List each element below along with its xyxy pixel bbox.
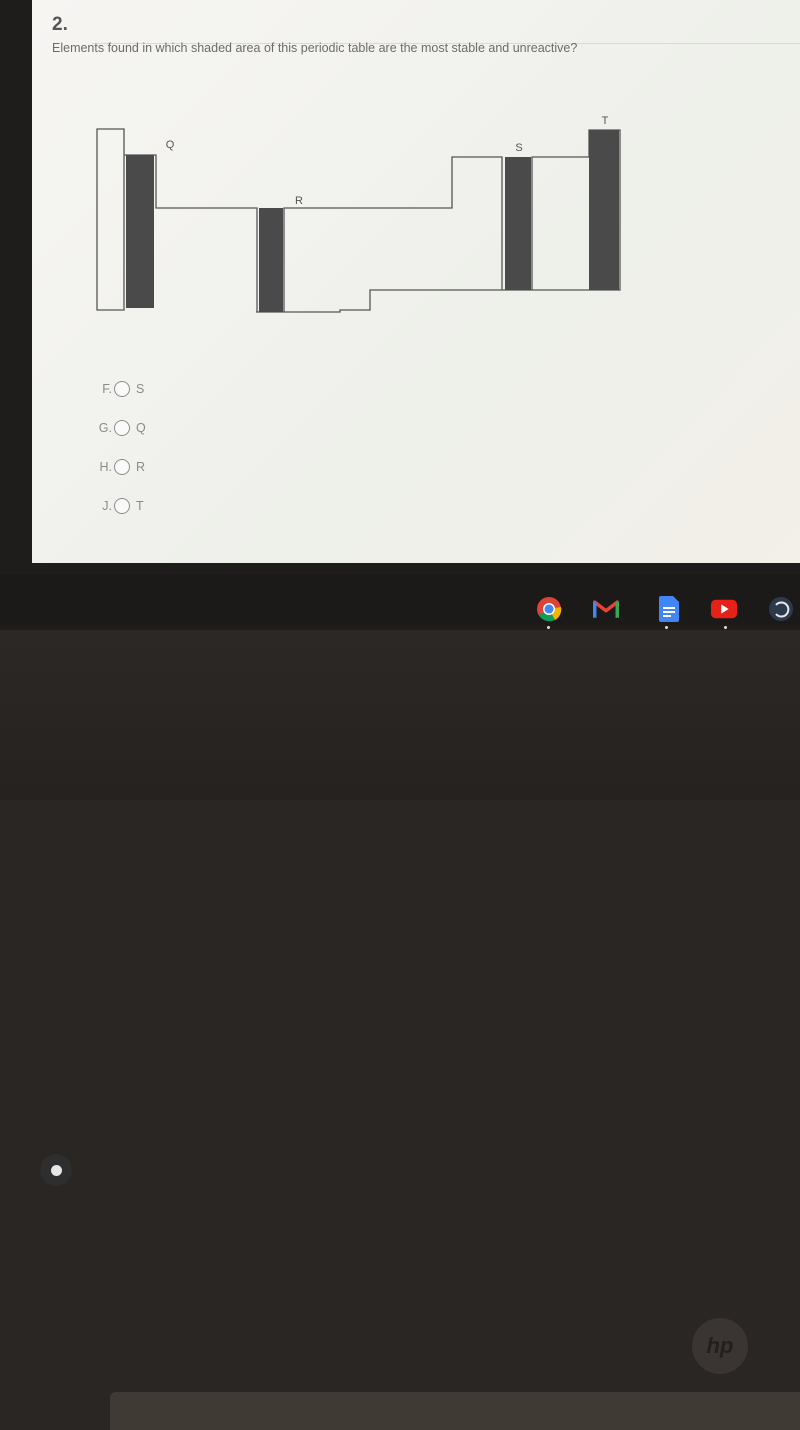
choice-j[interactable] (84, 494, 144, 518)
quiz-page (32, 0, 800, 563)
label-t: T (601, 115, 609, 127)
hp-logo (692, 1318, 748, 1374)
choice-g[interactable] (84, 416, 146, 440)
laptop-screen (0, 0, 800, 630)
label-r: R (295, 195, 303, 207)
choice-letter: G. (98, 421, 112, 435)
choice-letter: F. (102, 382, 112, 396)
periodic-table-outline (97, 129, 620, 312)
hp-logo-text: hp (706, 1333, 734, 1358)
label-q: Q (165, 139, 175, 151)
radio-button[interactable] (114, 381, 130, 397)
launcher-icon (51, 1165, 62, 1176)
periodic-table-diagram (92, 110, 632, 325)
choice-label: T (136, 499, 144, 513)
choice-f[interactable] (84, 377, 144, 401)
choice-label: S (136, 382, 145, 396)
choice-label: R (136, 460, 146, 474)
question-number: 2. (52, 14, 68, 35)
running-indicator (724, 626, 727, 629)
chrome-icon[interactable] (536, 596, 562, 622)
laptop-bezel (0, 630, 800, 1358)
label-s: S (515, 142, 523, 154)
choice-letter: J. (102, 499, 112, 513)
running-indicator (665, 626, 668, 629)
radio-button[interactable] (114, 459, 130, 475)
running-indicator (547, 626, 550, 629)
choice-letter: H. (99, 460, 112, 474)
launcher-button[interactable] (40, 1154, 72, 1186)
radio-button[interactable] (114, 498, 130, 514)
radio-button[interactable] (114, 420, 130, 436)
gmail-icon[interactable] (593, 596, 619, 622)
shaded-group-q (126, 155, 154, 308)
laptop-hinge (110, 1392, 800, 1430)
refresh-icon[interactable] (768, 596, 794, 622)
shaded-group-t (589, 130, 619, 290)
choice-h[interactable] (84, 455, 145, 479)
shaded-group-s (505, 157, 531, 290)
shaded-group-r (259, 208, 283, 312)
question-text: Elements found in which shaded area of this periodic table are the most stable and unreactive? (52, 41, 578, 55)
choice-label: Q (136, 421, 146, 435)
google-docs-icon[interactable] (656, 596, 682, 622)
youtube-icon[interactable] (711, 596, 737, 622)
